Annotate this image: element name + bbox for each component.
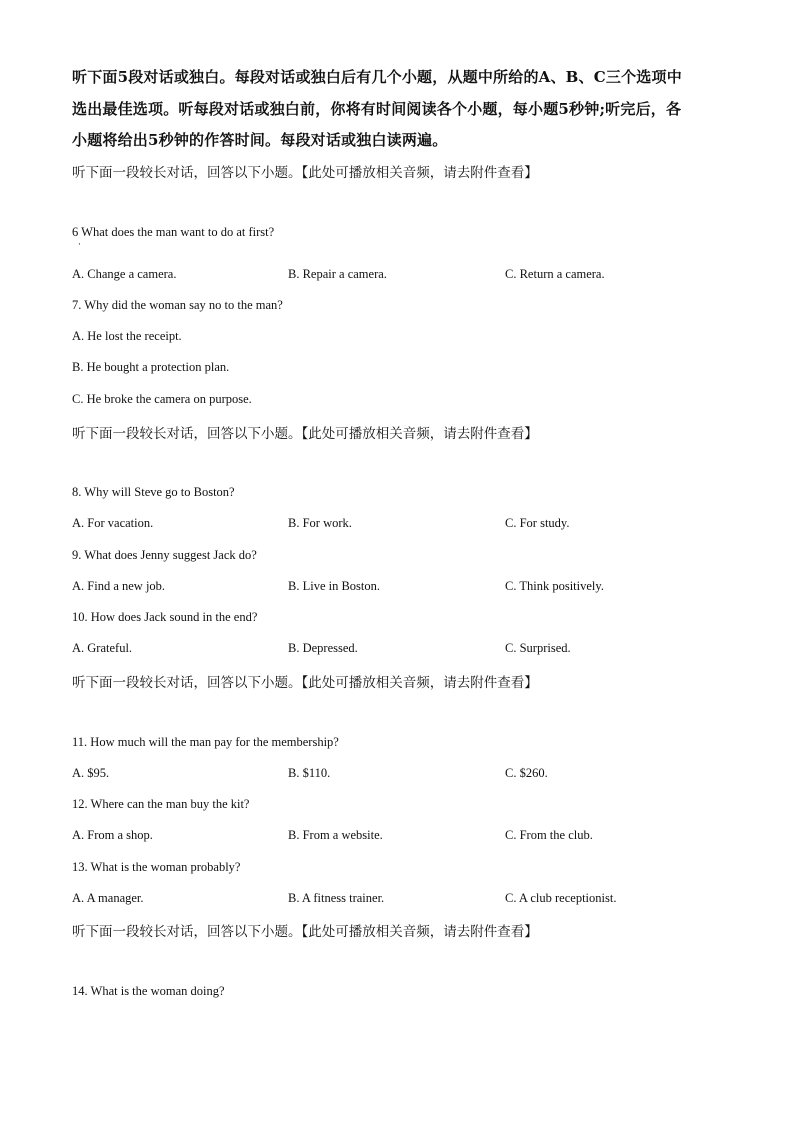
question-9: 9. What does Jenny suggest Jack do? <box>72 548 257 562</box>
q11-option-c: C. $260. <box>505 766 548 780</box>
question-12: 12. Where can the man buy the kit? <box>72 797 250 811</box>
q12-option-b: B. From a website. <box>288 828 383 842</box>
q10-option-a: A. Grateful. <box>72 641 133 655</box>
q6-option-a: A. Change a camera. <box>72 267 177 281</box>
question-6: 6 What does the man want to do at first? <box>72 225 275 239</box>
instruction-line-1: 听下面5段对话或独白。每段对话或独白后有几个小题，从题中所给的A、B、C三个选项中 <box>72 68 682 86</box>
question-8: 8. Why will Steve go to Boston? <box>72 485 235 499</box>
q7-option-c: C. He broke the camera on purpose. <box>72 392 252 406</box>
q12-option-c: C. From the club. <box>505 828 593 842</box>
section-note: 听下面一段较长对话，回答以下小题。【此处可播放相关音频，请去附件查看】 <box>72 675 538 691</box>
q10-option-c: C. Surprised. <box>505 641 571 655</box>
q8-option-a: A. For vacation. <box>72 516 154 530</box>
section-note: 听下面一段较长对话，回答以下小题。【此处可播放相关音频，请去附件查看】 <box>72 165 538 181</box>
q13-option-c: C. A club receptionist. <box>505 891 617 905</box>
q8-option-c: C. For study. <box>505 516 570 530</box>
q11-option-b: B. $110. <box>288 766 331 780</box>
q13-option-b: B. A fitness trainer. <box>288 891 385 905</box>
q8-option-b: B. For work. <box>288 516 352 530</box>
question-7: 7. Why did the woman say no to the man? <box>72 298 283 312</box>
question-11: 11. How much will the man pay for the membership? <box>72 735 339 749</box>
q7-option-a: A. He lost the receipt. <box>72 329 182 343</box>
instruction-line-3: 小题将给出5秒钟的作答时间。每段对话或独白读两遍。 <box>72 131 448 149</box>
q6-option-c: C. Return a camera. <box>505 267 605 281</box>
q9-option-c: C. Think positively. <box>505 579 604 593</box>
section-note: 听下面一段较长对话，回答以下小题。【此处可播放相关音频，请去附件查看】 <box>72 924 538 940</box>
question-14: 14. What is the woman doing? <box>72 984 225 998</box>
q11-option-a: A. $95. <box>72 766 110 780</box>
question-10: 10. How does Jack sound in the end? <box>72 610 258 624</box>
q12-option-a: A. From a shop. <box>72 828 153 842</box>
q10-option-b: B. Depressed. <box>288 641 358 655</box>
q9-option-a: A. Find a new job. <box>72 579 166 593</box>
q6-option-b: B. Repair a camera. <box>288 267 387 281</box>
section-note: 听下面一段较长对话，回答以下小题。【此处可播放相关音频，请去附件查看】 <box>72 426 538 442</box>
question-13: 13. What is the woman probably? <box>72 860 241 874</box>
q7-option-b: B. He bought a protection plan. <box>72 360 230 374</box>
q13-option-a: A. A manager. <box>72 891 144 905</box>
q9-option-b: B. Live in Boston. <box>288 579 381 593</box>
instruction-line-2: 选出最佳选项。听每段对话或独白前，你将有时间阅读各个小题，每小题5秒钟;听完后，各 <box>72 100 682 118</box>
dot-mark: · <box>78 240 81 250</box>
